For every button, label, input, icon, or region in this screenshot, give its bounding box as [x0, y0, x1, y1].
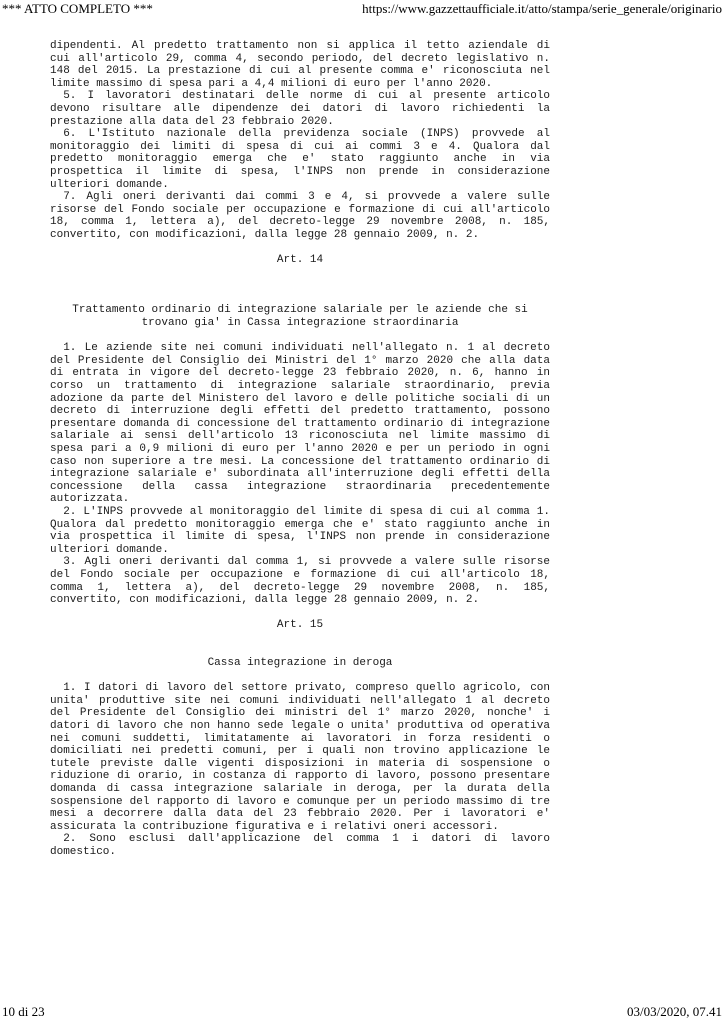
- article-15-paragraph-1: 1. I datori di lavoro del settore privato, compreso quello agricolo, con unita' produttive site nei comuni individuati nell'allegato 1 al decreto del Presidente del Consiglio dei ministri del 1° marzo 2020, nonche' i datori di lavoro che non hanno sede legale o unita' produttiva od operativa nei comuni suddetti, limitatamente ai lavoratori in forza residenti o domiciliati nei predetti comuni, per i quali non trovino applicazione le tutele previste dalle vigenti disposizioni in materia di sospensione o riduzione di orario, in costanza di rapporto di lavoro, possono presentare domanda di cassa integrazione salariale in deroga, per la durata della sospensione del rapporto di lavoro e comunque per un periodo massimo di tre mesi a decorrere dalla data del 23 febbraio 2020. Per i lavoratori e' assicurata la contribuzione figurativa e i relativi oneri accessori.: [50, 682, 550, 833]
- article-13-paragraph-5: 5. I lavoratori destinatari delle norme di cui al presente articolo devono risultare alle dipendenze dei datori di lavoro richiedenti la prestazione alla data del 23 febbraio 2020.: [50, 90, 550, 128]
- article-14-number: Art. 14: [276, 254, 324, 267]
- article-14-paragraph-2: 2. L'INPS provvede al monitoraggio del limite di spesa di cui al comma 1. Qualora dal predetto monitoraggio emerga che e' stato raggiunto anche in via prospettica il limite di spesa, l'INPS non prende in considerazione ulteriori domande.: [50, 505, 550, 556]
- print-footer: [0, 1004, 724, 1020]
- article-15-heading: Cassa integrazione in deroga: [207, 657, 393, 670]
- article-14-paragraph-3: 3. Agli oneri derivanti dal comma 1, si provvede a valere sulle risorse del Fondo sociale per occupazione e formazione di cui all'articolo 18, comma 1, lettera a), del decreto-legge 29 novembre 2008, n. 185, convertito, con modificazioni, dalla legge 28 gennaio 2009, n. 2.: [50, 556, 550, 607]
- spacer: [50, 632, 550, 657]
- print-header: [0, 1, 724, 17]
- print-timestamp: 03/03/2020, 07.41: [627, 1004, 722, 1019]
- article-14-body: [50, 342, 550, 606]
- header-title: *** ATTO COMPLETO ***: [2, 1, 153, 16]
- article-13-paragraph-6: 6. L'Istituto nazionale della previdenza sociale (INPS) provvede al monitoraggio dei limiti di spesa di cui ai commi 3 e 4. Qualora dal predetto monitoraggio emerga che e' stato raggiunto anche in via prospettica il limite di spesa, l'INPS non prende in considerazione ulteriori domande.: [50, 128, 550, 191]
- document-body: [50, 40, 550, 859]
- spacer: [50, 242, 550, 255]
- article-15-number: Art. 15: [276, 619, 324, 632]
- article-14-paragraph-1: 1. Le aziende site nei comuni individuati nell'allegato n. 1 al decreto del Presidente del Consiglio dei Ministri del 1° marzo 2020 che alla data di entrata in vigore del decreto-legge 23 febbraio 2020, n. 6, hanno in corso un trattamento di integrazione salariale straordinario, previa adozione da parte del Ministero del lavoro e delle politiche sociali di un decreto di interruzione degli effetti del predetto trattamento, possono presentare domanda di concessione del trattamento ordinario di integrazione salariale ai sensi dell'articolo 13 riconosciuta nel limite massimo di spesa pari a 0,9 milioni di euro per l'anno 2020 e per un periodo in ogni caso non superiore a tre mesi. La concessione del trattamento ordinario di integrazione salariale e' subordinata all'interruzione degli effetti della concessione della cassa integrazione straordinaria precedentemente autorizzata.: [50, 342, 550, 506]
- header-url: https://www.gazzettaufficiale.it/atto/stampa/serie_generale/originario: [362, 1, 722, 16]
- spacer: [50, 607, 550, 620]
- article-15-paragraph-2: 2. Sono esclusi dall'applicazione del comma 1 i datori di lavoro domestico.: [50, 833, 550, 859]
- article-13-continuation: [50, 40, 550, 242]
- article-13-paragraph-4-tail: dipendenti. Al predetto trattamento non si applica il tetto aziendale di cui all'articolo 29, comma 4, secondo periodo, del decreto legislativo n. 148 del 2015. La prestazione di cui al presente comma e' riconosciuta nel limite massimo di spesa pari a 4,4 milioni di euro per l'anno 2020.: [50, 40, 550, 90]
- article-14-heading: Trattamento ordinario di integrazione salariale per le aziende che si trovano gia' in Cassa integrazione straordinaria: [72, 304, 528, 330]
- spacer: [50, 267, 550, 305]
- article-15-body: [50, 682, 550, 858]
- page-counter: 10 di 23: [2, 1004, 45, 1019]
- spacer: [50, 330, 550, 343]
- article-13-paragraph-7: 7. Agli oneri derivanti dai commi 3 e 4, si provvede a valere sulle risorse del Fondo sociale per occupazione e formazione di cui all'articolo 18, comma 1, lettera a), del decreto-legge 29 novembre 2008, n. 185, convertito, con modificazioni, dalla legge 28 gennaio 2009, n. 2.: [50, 191, 550, 241]
- spacer: [50, 670, 550, 683]
